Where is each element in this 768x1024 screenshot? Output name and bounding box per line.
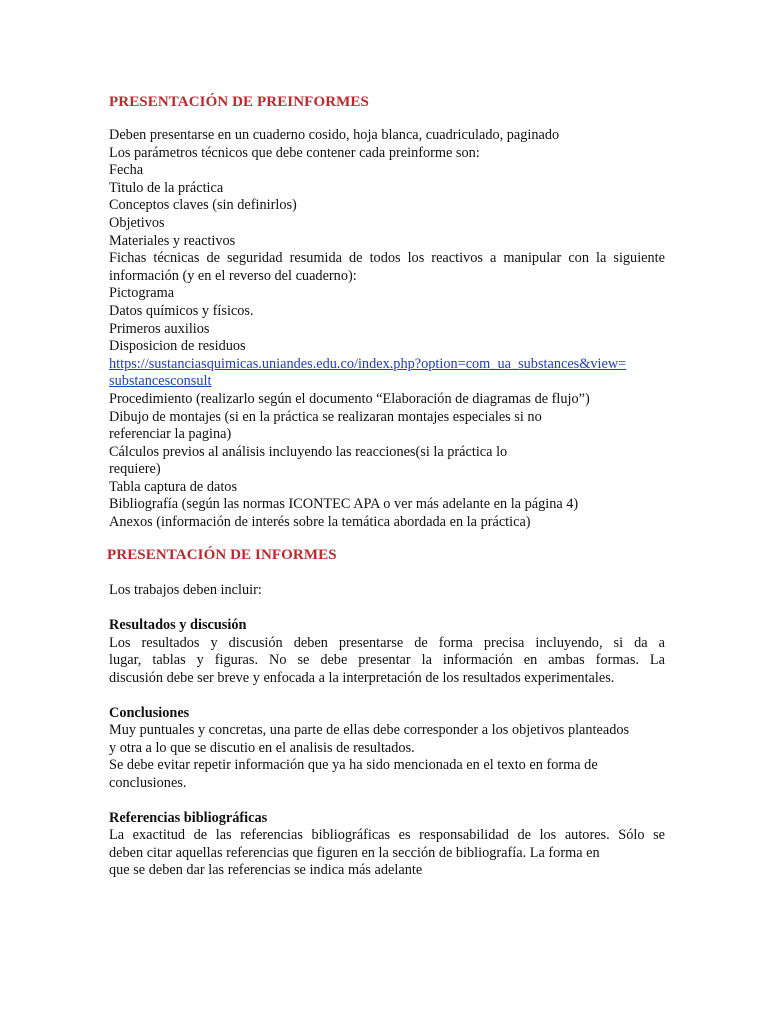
preinformes-line: Cálculos previos al análisis incluyendo las reacciones(si la práctica lo xyxy=(109,443,508,460)
preinformes-line: Dibujo de montajes (si en la práctica se realizaran montajes especiales si no xyxy=(109,408,542,425)
preinformes-line: Conceptos claves (sin definirlos) xyxy=(109,197,297,214)
spacer xyxy=(109,688,665,705)
preinformes-line: Los parámetros técnicos que debe contener cada preinforme son: xyxy=(109,144,480,161)
preinformes-line: referenciar la pagina) xyxy=(109,426,232,443)
preinformes-line: Procedimiento (realizarlo según el documento “Elaboración de diagramas de flujo”) xyxy=(109,390,590,407)
resultados-line: lugar, tablas y figuras. No se debe presentar la información en ambas formas. La xyxy=(109,652,665,669)
fichas-item: Pictograma xyxy=(109,285,175,302)
fichas-line: información (y en el reverso del cuaderno): xyxy=(109,267,357,284)
preinformes-line: Titulo de la práctica xyxy=(109,179,224,196)
sustancias-link-part-1[interactable]: https://sustanciasquimicas.uniandes.edu.co/index.php?option=com_ua_substances&view= xyxy=(109,355,627,372)
resultados-line: Los resultados y discusión deben presentarse de forma precisa incluyendo, si da a xyxy=(109,634,665,651)
preinformes-line: Deben presentarse en un cuaderno cosido, hoja blanca, cuadriculado, paginado xyxy=(109,127,560,143)
document-page xyxy=(109,93,665,880)
spacer xyxy=(109,599,665,617)
fichas-item: Disposicion de residuos xyxy=(109,338,246,355)
preinformes-line: Materiales y reactivos xyxy=(109,232,236,249)
spacer xyxy=(109,793,665,810)
preinformes-line: Tabla captura de datos xyxy=(109,478,238,495)
sustancias-link-part-2[interactable]: substancesconsult xyxy=(109,373,212,390)
conclusiones-line: Se debe evitar repetir información que ya ha sido mencionada en el texto en forma de xyxy=(109,757,598,774)
preinformes-line: Bibliografía (según las normas ICONTEC APA o ver más adelante en la página 4) xyxy=(109,496,579,513)
resultados-line: discusión debe ser breve y enfocada a la interpretación de los resultados experimentales. xyxy=(109,670,615,687)
referencias-line: que se deben dar las referencias se indica más adelante xyxy=(109,862,423,879)
referencias-line: La exactitud de las referencias bibliográficas es responsabilidad de los autores. Sólo se xyxy=(109,827,665,844)
conclusiones-heading: Conclusiones xyxy=(109,704,190,721)
referencias-heading: Referencias bibliográficas xyxy=(109,809,268,826)
preinformes-title: PRESENTACIÓN DE PREINFORMES xyxy=(109,94,369,110)
informes-intro: Los trabajos deben incluir: xyxy=(109,581,262,598)
preinformes-line: Anexos (información de interés sobre la temática abordada en la práctica) xyxy=(109,514,531,531)
conclusiones-line: Muy puntuales y concretas, una parte de ellas debe corresponder a los objetivos planteados xyxy=(109,722,630,739)
conclusiones-line: conclusiones. xyxy=(109,775,187,791)
preinformes-line: Objetivos xyxy=(109,214,165,231)
informes-title: PRESENTACIÓN DE INFORMES xyxy=(107,546,337,563)
conclusiones-line: y otra a lo que se discutio en el analisis de resultados. xyxy=(109,739,415,756)
resultados-heading: Resultados y discusión xyxy=(109,617,247,634)
sustancias-link-continuation[interactable] xyxy=(109,373,665,391)
preinformes-line: Fecha xyxy=(109,162,144,179)
sustancias-link[interactable] xyxy=(109,356,665,374)
fichas-line: Fichas técnicas de seguridad resumida de todos los reactivos a manipular con la siguiente xyxy=(109,250,665,267)
fichas-item: Datos químicos y físicos. xyxy=(109,302,254,319)
referencias-line: deben citar aquellas referencias que figuren en la sección de bibliografía. La forma en xyxy=(109,844,600,861)
preinformes-line: requiere) xyxy=(109,461,161,478)
fichas-item: Primeros auxilios xyxy=(109,320,210,337)
